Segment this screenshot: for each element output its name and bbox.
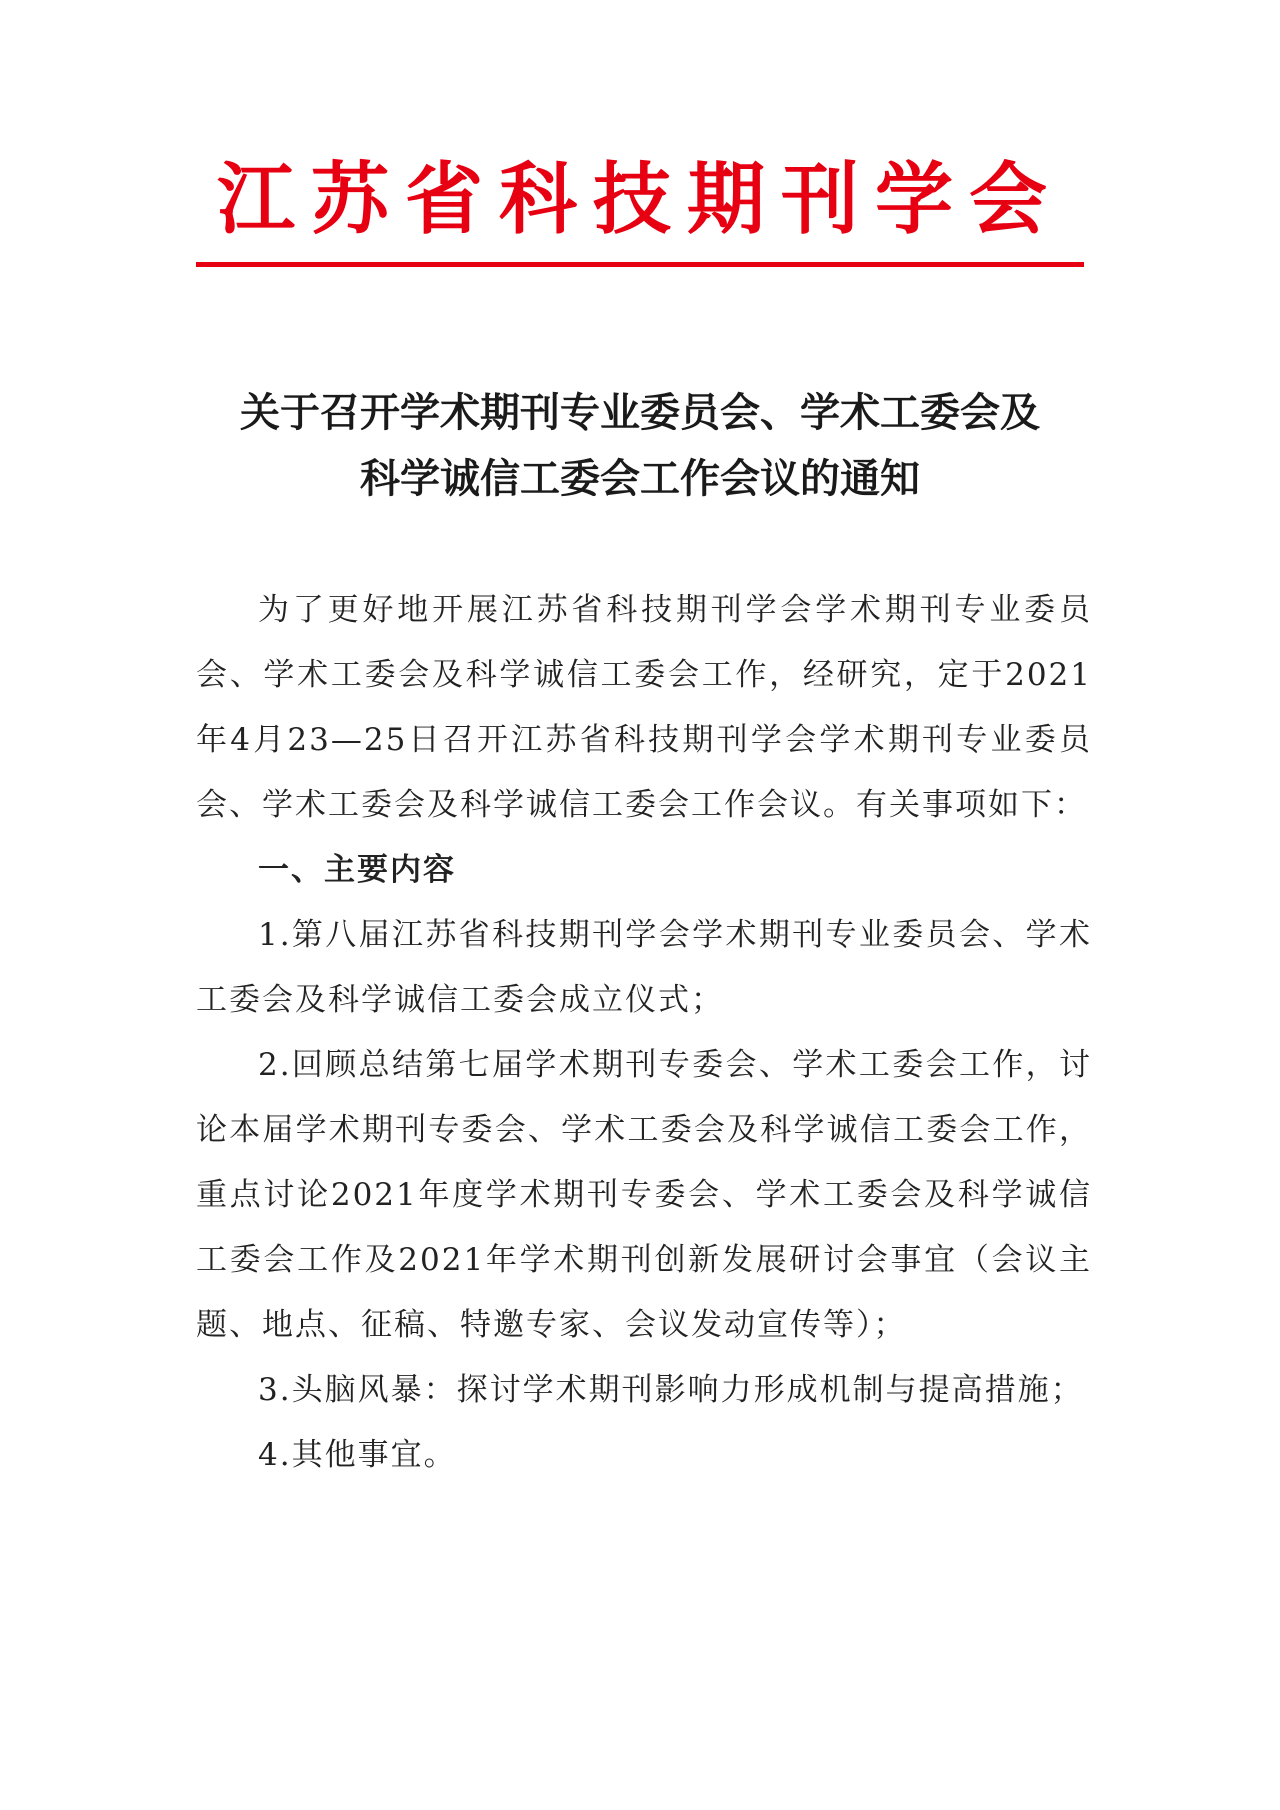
section-heading-main-content: 一、主要内容: [258, 852, 456, 888]
list-item: 2.回顾总结第七届学术期刊专委会、学术工委会工作，讨论本届学术期刊专委会、学术工委会及科学诚信工委会工作，重点讨论2021年度学术期刊专委会、学术工委会及科学诚信工委会工作及2021年学术期刊创新发展研讨会事宜（会议主题、地点、征稿、特邀专家、会议发动宣传等）；: [196, 1047, 1092, 1343]
notice-title-line-2: 科学诚信工委会工作会议的通知: [360, 456, 920, 502]
list-item: 4.其他事宜。: [258, 1437, 457, 1473]
organization-masthead: 江苏省科技期刊学会: [216, 154, 1063, 245]
notice-title-line-1: 关于召开学术期刊专业委员会、学术工委会及: [240, 390, 1040, 436]
intro-paragraph: 为了更好地开展江苏省科技期刊学会学术期刊专业委员会、学术工委会及科学诚信工委会工作，经研究，定于2021年4月23—25日召开江苏省科技期刊学会学术期刊专业委员会、学术工委会及科学诚信工委会工作会议。有关事项如下：: [196, 592, 1092, 823]
notice-body: [196, 578, 1092, 1488]
red-divider-line: [196, 262, 1084, 267]
notice-title: [150, 380, 1130, 512]
list-item: 1.第八届江苏省科技期刊学会学术期刊专业委员会、学术工委会及科学诚信工委会成立仪式；: [196, 917, 1092, 1018]
list-item: 3.头脑风暴：探讨学术期刊影响力形成机制与提高措施；: [258, 1372, 1084, 1408]
